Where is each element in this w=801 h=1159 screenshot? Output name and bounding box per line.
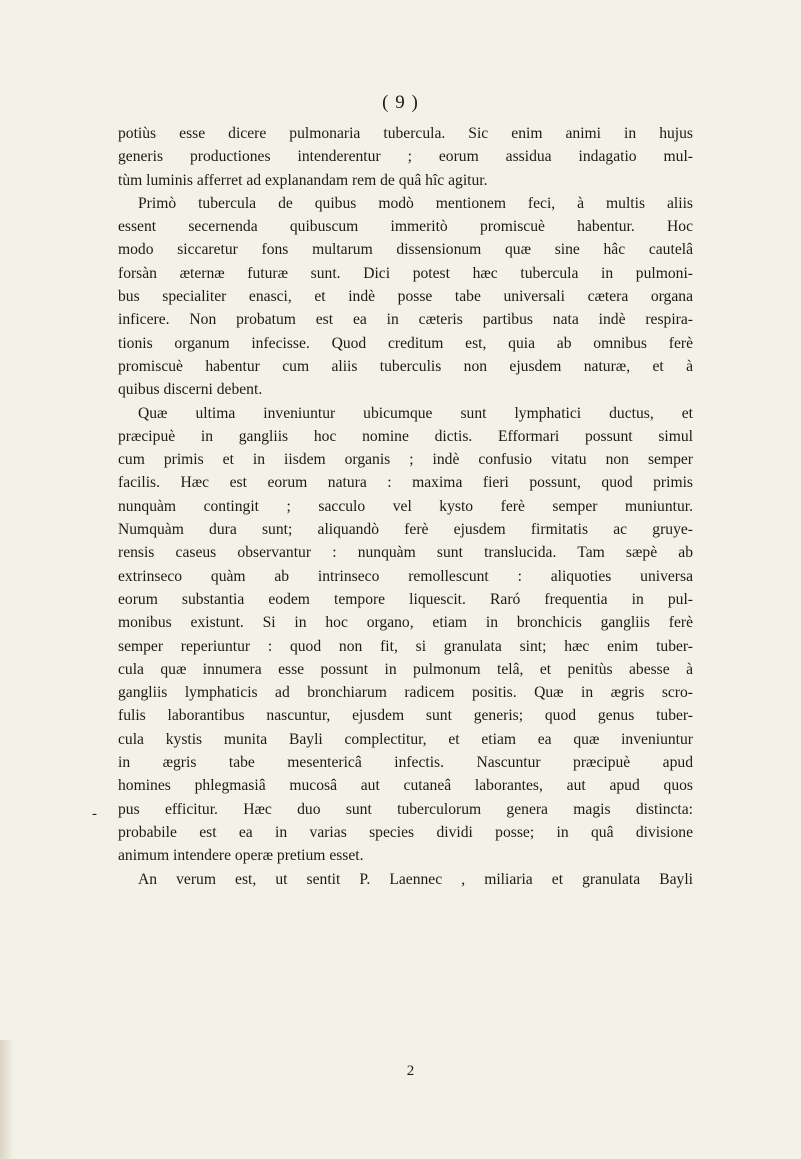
margin-mark: - — [92, 806, 97, 822]
text-line: in ægris tabe mesentericâ infectis. Nascuntur præcipuè apud — [118, 754, 693, 772]
text-line: cula kystis munita Bayli complectitur, et etiam ea quæ inveniuntur — [118, 730, 693, 748]
text-line: tionis organum infecisse. Quod creditum est, quia ab omnibus ferè — [118, 334, 693, 352]
text-line: promiscuè habentur cum aliis tuberculis non ejusdem naturæ, et à — [118, 357, 693, 375]
text-line: essent secernenda quibuscum immeritò promiscuè habentur. Hoc — [118, 218, 693, 236]
text-line: forsàn æternæ futuræ sunt. Dici potest hæc tubercula in pulmoni- — [118, 264, 693, 282]
text-line: probabile est ea in varias species dividi posse; in quâ divisione — [118, 823, 693, 841]
text-line: præcipuè in gangliis hoc nomine dictis. Efformari possunt simul — [118, 427, 693, 445]
text-line: inficere. Non probatum est ea in cæteris partibus nata indè respira- — [118, 311, 693, 329]
text-line: bus specialiter enasci, et indè posse tabe universali cætera organa — [118, 288, 693, 306]
text-line: cula quæ innumera esse possunt in pulmonum telâ, et penitùs abesse à — [118, 660, 693, 678]
text-line: gangliis lymphaticis ad bronchiarum radicem positis. Quæ in ægris scro- — [118, 684, 693, 702]
text-line: quibus discerni debent. — [118, 381, 263, 399]
binding-edge — [0, 1040, 14, 1159]
body-text — [118, 122, 693, 891]
text-line: Numquàm dura sunt; aliquandò ferè ejusdem firmitatis ac gruye- — [118, 521, 693, 539]
text-line: modo siccaretur fons multarum dissensionum quæ sine hâc cautelâ — [118, 241, 693, 259]
text-line: tùm luminis afferret ad explanandam rem de quâ hîc agitur. — [118, 171, 488, 189]
text-line: monibus existunt. Si in hoc organo, etiam in bronchicis gangliis ferè — [118, 614, 693, 632]
text-line: animum intendere operæ pretium esset. — [118, 847, 364, 865]
page-number: ( 9 ) — [382, 92, 419, 113]
text-line: nunquàm contingit ; sacculo vel kysto ferè semper muniuntur. — [118, 497, 693, 515]
text-line: semper reperiuntur : quod non fit, si granulata sint; hæc enim tuber- — [118, 637, 693, 655]
text-line: homines phlegmasiâ mucosâ aut cutaneâ laborantes, aut apud quos — [118, 777, 693, 795]
text-line: An verum est, ut sentit P. Laennec , miliaria et granulata Bayli — [138, 870, 693, 888]
text-line: facilis. Hæc est eorum natura : maxima fieri possunt, quod primis — [118, 474, 693, 492]
text-line: Primò tubercula de quibus modò mentionem feci, à multis aliis — [138, 194, 693, 212]
text-line: extrinseco quàm ab intrinseco remollescunt : aliquoties universa — [118, 567, 693, 585]
text-line: generis productiones intenderentur ; eorum assidua indagatio mul- — [118, 148, 693, 166]
text-line: fulis laborantibus nascuntur, ejusdem sunt generis; quod genus tuber- — [118, 707, 693, 725]
text-line: pus efficitur. Hæc duo sunt tuberculorum genera magis distincta: — [118, 800, 693, 818]
signature-mark: 2 — [406, 1063, 415, 1079]
text-line: eorum substantia eodem tempore liquescit. Raró frequentia in pul- — [118, 590, 693, 608]
text-line: Quæ ultima inveniuntur ubicumque sunt lymphatici ductus, et — [138, 404, 693, 422]
text-line: rensis caseus observantur : nunquàm sunt translucida. Tam sæpè ab — [118, 544, 693, 562]
text-line: potiùs esse dicere pulmonaria tubercula. Sic enim animi in hujus — [118, 125, 693, 142]
text-line: cum primis et in iisdem organis ; indè confusio vitatu non semper — [118, 451, 693, 469]
